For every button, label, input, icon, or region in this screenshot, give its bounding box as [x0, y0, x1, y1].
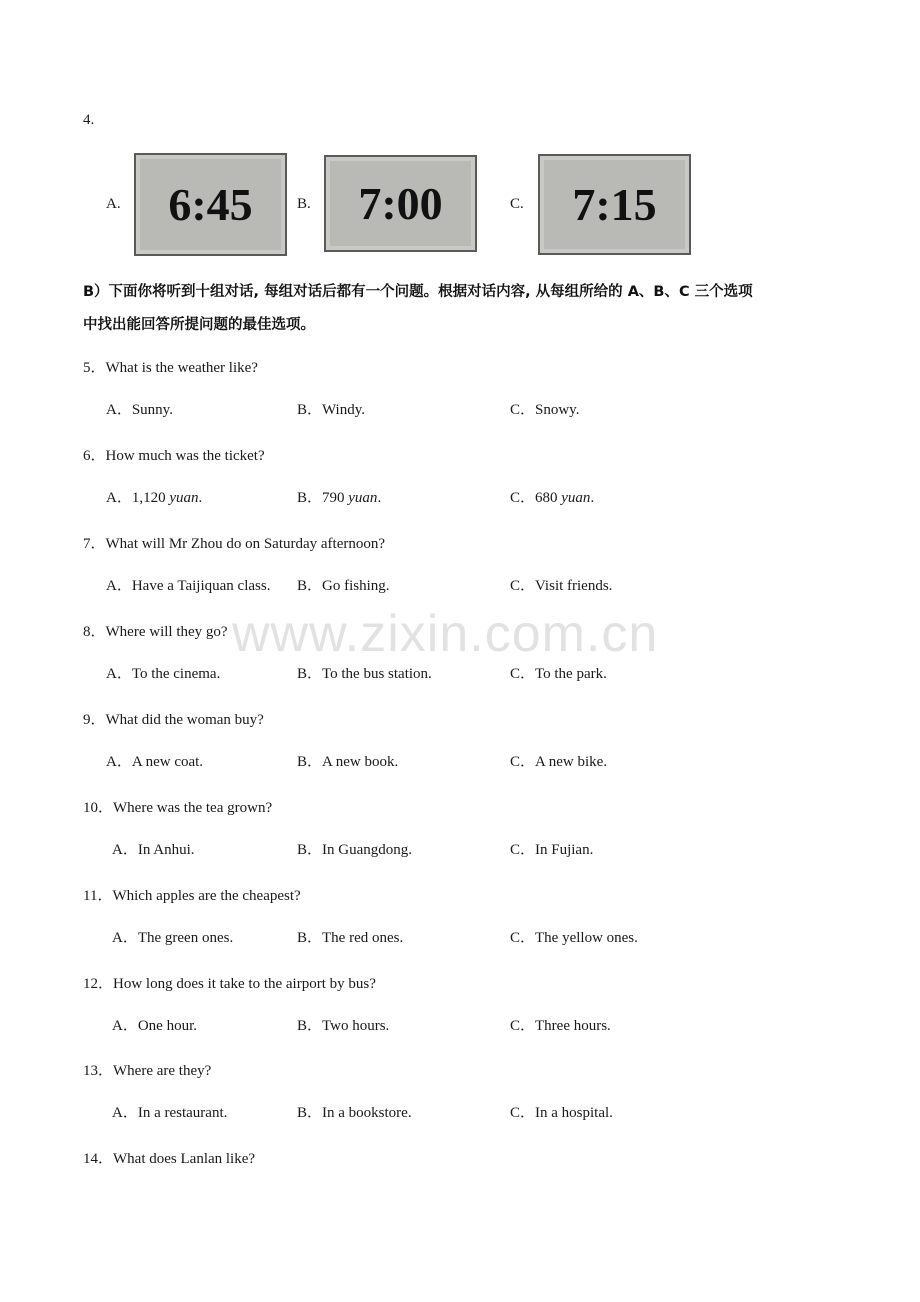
question-6: [83, 444, 265, 465]
q9-option-a[interactable]: A．A new coat.: [106, 754, 204, 770]
question-text: Where are they?: [113, 1063, 212, 1079]
q6-option-b[interactable]: [297, 488, 381, 508]
question-text: What will Mr Zhou do on Saturday afternoon?: [105, 536, 386, 552]
clock-time-c: 7:15: [572, 179, 657, 230]
q7-option-b[interactable]: B．Go fishing.: [297, 578, 390, 594]
question-number: 9．: [83, 712, 106, 728]
clock-time-b: 7:00: [358, 178, 443, 229]
question-text: Where was the tea grown?: [113, 800, 273, 816]
question-10: [83, 796, 272, 817]
question-11: [83, 884, 301, 905]
option-unit: yuan: [561, 490, 591, 506]
q10-option-b[interactable]: B．In Guangdong.: [297, 842, 412, 858]
question-number: 10．: [83, 800, 114, 816]
q4-option-c-label: C.: [510, 196, 524, 212]
q10-option-c[interactable]: C．In Fujian.: [510, 842, 594, 858]
option-punct: .: [198, 490, 203, 506]
q11-option-a[interactable]: A．The green ones.: [112, 930, 234, 946]
clock-image-b[interactable]: [324, 155, 477, 252]
q9-option-c[interactable]: C．A new bike.: [510, 754, 608, 770]
q6-option-c[interactable]: [510, 488, 594, 508]
question-4-number: 4.: [83, 112, 95, 128]
q8-option-b[interactable]: B．To the bus station.: [297, 666, 432, 682]
question-number: 5．: [83, 360, 106, 376]
q5-option-b[interactable]: B．Windy.: [297, 402, 366, 418]
question-text: What does Lanlan like?: [113, 1151, 256, 1167]
clock-image-c[interactable]: [538, 154, 691, 255]
question-number: 6．: [83, 448, 106, 464]
option-punct: .: [590, 490, 595, 506]
question-number: 8．: [83, 624, 106, 640]
question-number: 7．: [83, 536, 106, 552]
question-text: What is the weather like?: [105, 360, 258, 376]
question-7: [83, 532, 385, 553]
q5-option-a[interactable]: A．Sunny.: [106, 402, 173, 418]
question-13: [83, 1059, 211, 1080]
q5-option-c[interactable]: C．Snowy.: [510, 402, 580, 418]
option-text: A．1,120: [106, 490, 170, 506]
section-b-instruction-line2: 中找出能回答所提问题的最佳选项。: [83, 317, 315, 333]
question-8: [83, 620, 228, 641]
q4-option-a-label: A.: [106, 196, 121, 212]
q13-option-c[interactable]: C．In a hospital.: [510, 1105, 613, 1121]
q13-option-a[interactable]: A．In a restaurant.: [112, 1105, 228, 1121]
question-5: [83, 356, 258, 377]
q12-option-c[interactable]: C．Three hours.: [510, 1018, 611, 1034]
option-unit: yuan: [169, 490, 199, 506]
watermark: www.zixin.com.cn: [232, 605, 659, 663]
option-text: B．790: [297, 490, 349, 506]
option-unit: yuan: [348, 490, 378, 506]
q11-option-c[interactable]: C．The yellow ones.: [510, 930, 638, 946]
q4-option-b-label: B.: [297, 196, 311, 212]
question-9: [83, 708, 264, 729]
question-number: 11．: [83, 888, 113, 904]
question-number: 13．: [83, 1063, 114, 1079]
question-12: [83, 972, 376, 993]
question-number: 12．: [83, 976, 114, 992]
question-text: Where will they go?: [105, 624, 228, 640]
question-text: How long does it take to the airport by bus?: [113, 976, 376, 992]
q8-option-c[interactable]: C．To the park.: [510, 666, 607, 682]
q6-option-a[interactable]: [106, 488, 202, 508]
q7-option-a[interactable]: A．Have a Taijiquan class.: [106, 578, 271, 594]
question-text: How much was the ticket?: [105, 448, 265, 464]
section-b-instruction-line1: B）下面你将听到十组对话, 每组对话后都有一个问题。根据对话内容, 从每组所给的 A、B、C 三个选项: [83, 284, 753, 300]
question-text: Which apples are the cheapest?: [112, 888, 301, 904]
option-text: C．680: [510, 490, 562, 506]
q9-option-b[interactable]: B．A new book.: [297, 754, 399, 770]
clock-image-a[interactable]: [134, 153, 287, 256]
q11-option-b[interactable]: B．The red ones.: [297, 930, 404, 946]
q8-option-a[interactable]: A．To the cinema.: [106, 666, 221, 682]
q12-option-b[interactable]: B．Two hours.: [297, 1018, 390, 1034]
q10-option-a[interactable]: A．In Anhui.: [112, 842, 195, 858]
question-14: [83, 1147, 255, 1168]
q13-option-b[interactable]: B．In a bookstore.: [297, 1105, 412, 1121]
question-number: 14．: [83, 1151, 114, 1167]
q7-option-c[interactable]: C．Visit friends.: [510, 578, 613, 594]
option-punct: .: [377, 490, 382, 506]
q12-option-a[interactable]: A．One hour.: [112, 1018, 197, 1034]
question-text: What did the woman buy?: [105, 712, 264, 728]
clock-time-a: 6:45: [168, 179, 253, 230]
